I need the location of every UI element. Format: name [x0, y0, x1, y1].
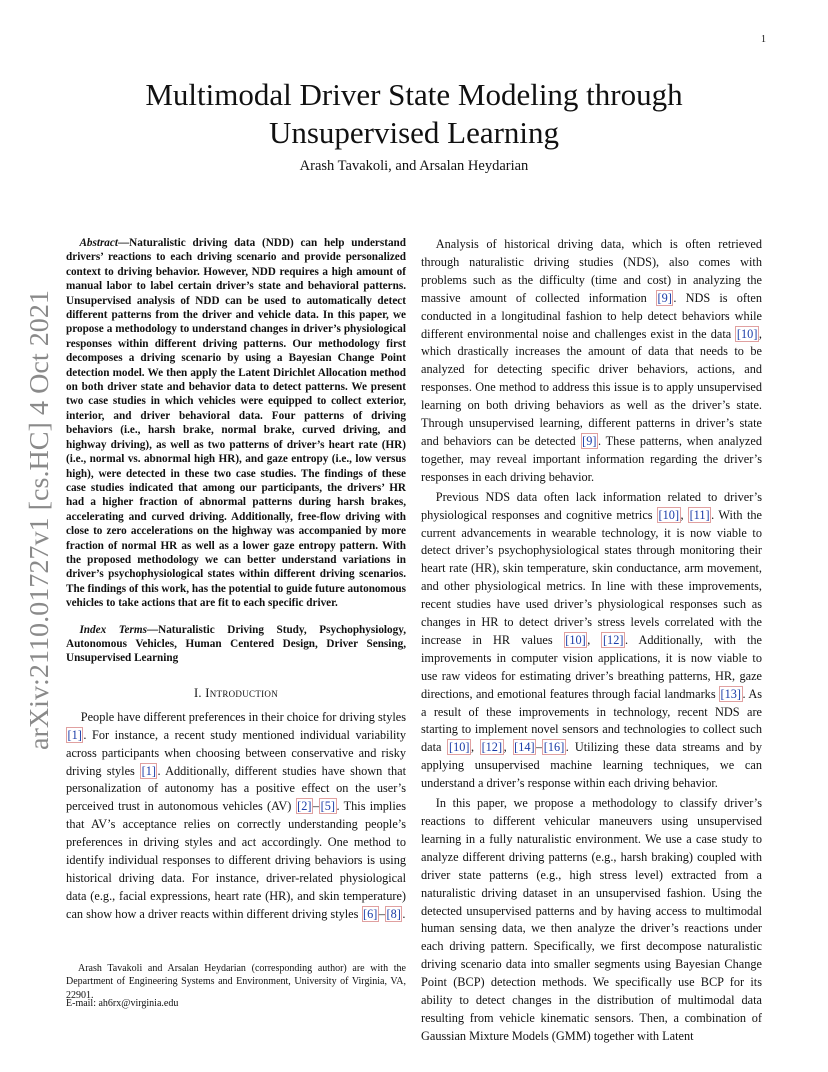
- text-run: –: [313, 799, 320, 814]
- right-column: [421, 236, 762, 1048]
- text-run: . With the current advancements in wearable technology, it is now viable to detect driver’s psychophysiological states through monitoring their heart rate (HR), skin temperature, skin conductance, arm movement, and other physiological metrics. In line with these improvements, recent studies have used driver’s physiological responses such as changes in HR to detect driver’s stress levels correlated with the increase in HR values: [421, 507, 762, 647]
- citation-link[interactable]: [6]: [363, 906, 378, 921]
- citation-link[interactable]: [8]: [386, 906, 401, 921]
- text-run: ,: [587, 632, 602, 647]
- citation-link[interactable]: [1]: [67, 727, 82, 742]
- text-run: . These patterns, when analyzed together, may reveal important information regarding the driver’s responses in each driving behavior.: [421, 433, 762, 484]
- citation-link[interactable]: [9]: [657, 290, 672, 305]
- text-run: ,: [680, 507, 689, 522]
- author-list: Arash Tavakoli, and Arsalan Heydarian: [299, 158, 529, 174]
- citation-link[interactable]: [14]: [514, 740, 535, 755]
- citation-link[interactable]: [10]: [565, 632, 586, 647]
- text-run: , which drastically increases the amount of data that needs to be analyzed for detecting specific driver behaviors, actions, and responses. One method to address this issue is to apply unsupervised learning on both driving behaviors as well as the driver’s state. Through unsupervised learning, different patterns in driver’s state and behaviors can be detected: [421, 326, 762, 448]
- text-run: . Additionally, with the improvements in computer vision applications, it is now viable to use raw videos for estimating driver’s breathing patterns, HR, gaze directions, and emotional features through facial landmarks: [421, 632, 762, 701]
- index-terms: [66, 623, 406, 666]
- body-paragraph-1: [421, 236, 762, 487]
- citation-link[interactable]: [5]: [320, 799, 336, 814]
- citation-link[interactable]: [10]: [448, 740, 470, 755]
- citation-link[interactable]: [12]: [481, 740, 503, 755]
- text-run: . As a result of these improvements in technology, recent NDS are starting to implement novel sensors and technologies to collect such data: [421, 686, 762, 755]
- citation-link[interactable]: [10]: [658, 507, 680, 522]
- contact-email: E-mail: ah6rx@virginia.edu: [66, 998, 179, 1009]
- page-number: 1: [761, 34, 766, 45]
- title-line-2: Unsupervised Learning: [268, 115, 560, 150]
- citation-link[interactable]: [11]: [689, 507, 710, 522]
- body-paragraph-2: [421, 489, 762, 793]
- text-run: . Additionally, different studies have shown that personalization of autonomy has a positive effect on the user’s perceived trust in autonomous vehicles (AV): [66, 763, 407, 814]
- body-paragraph-3: In this paper, we propose a methodology to classify driver’s reactions to different vehicular maneuvers using unsupervised learning in a fully naturalistic environment. We use a case study to analyze different driving patterns (e.g., harsh braking) coupled with driver state patterns (e.g., high stress level) extracted from a naturalistic driving dataset in an unsupervised fashion. Using the detected unsupervised patterns and by having access to multimodal human sensing data, we then analyze the driver’s reactions under each driving pattern. Specifically, we first decompose naturalistic driving scenario data into smaller segments using Bayesian Change Point (BCP) detection methods. We specifically use BCP for its ability to detect changes in the distribution of multimodal data resulting from vehicle kinematic sensors. Then, a combination of Gaussian Mixture Models (GMM) together with Latent: [421, 796, 762, 1043]
- index-terms-text: —Naturalistic Driving Study, Psychophysiology, Autonomous Vehicles, Human Centered Design, Driver Sensing, Unsupervised Learning: [66, 623, 406, 665]
- text-run: –: [536, 740, 543, 755]
- text-run: .: [402, 906, 406, 921]
- text-run: –: [378, 906, 386, 921]
- citation-link[interactable]: [9]: [582, 433, 597, 448]
- citation-link[interactable]: [12]: [602, 632, 624, 647]
- affiliation-footnote: Arash Tavakoli and Arsalan Heydarian (corresponding author) are with the Department of Engineering Systems and Environment, University of Virginia, VA, 22901.: [66, 963, 406, 1001]
- abstract-text: —Naturalistic driving data (NDD) can help understand drivers’ reactions to each driving scenario and provide personalized context to driving behavior. However, NDD requires a high amount of manual labor to label certain driver’s state and behavioral patterns. Unsupervised analysis of NDD can be used to automatically detect different patterns from the driver and vehicle data. In this paper, we propose a methodology to understand changes in driver’s physiological responses within different driving patterns. Our methodology first decomposes a driving scenario by using a Bayesian Change Point detection model. We then apply the Latent Dirichlet Allocation method on both driver state and behavior data to detect patterns. We present two case studies in which vehicles were equipped to collect exterior, interior, and driver behavioral data. Four patterns of driving behaviors (i.e., harsh brake, normal brake, curved driving, and highway driving), as well as two patterns of driver’s heart rate (HR) (i.e., normal vs. abnormal high HR), and gaze entropy (i.e., low versus high), were detected in these two case studies. The findings of these case studies indicated that among our participants, the drivers’ HR had a higher fraction of abnormal patterns during harsh brakes, accelerating and curved driving. Additionally, free-flow driving with close to zero accelerations on the highway was accompanied by more fraction of normal HR as well as a lower gaze entropy pattern. With the proposed methodology we can better understand variations in driver’s psychophysiological states within different driving scenarios. The findings of this work, has the potential to guide future autonomous vehicles to take actions that are fit to each specific driver.: [66, 237, 406, 610]
- arxiv-stamp: [2, 290, 70, 750]
- intro-paragraph: [66, 709, 406, 924]
- text-run: . This implies that AV’s acceptance relies on correctly understanding people’s preferences in driving styles and act accordingly. One method to identify individual responses to different driving behaviors is using historical driving data. For instance, driver-related physiological data (e.g., facial expressions, heart rate (HR), and skin temperature) can show how a driver reacts within different driving styles: [66, 799, 406, 921]
- paper-title: [60, 76, 768, 152]
- section-heading: I. Introduction: [193, 685, 279, 700]
- citation-link[interactable]: [10]: [736, 326, 758, 341]
- abstract-label: Abstract: [79, 237, 118, 249]
- abstract: [66, 236, 406, 611]
- arxiv-stamp-text: arXiv:2110.01727v1 [cs.HC] 4 Oct 2021: [23, 300, 54, 750]
- text-run: . For instance, a recent study mentioned individual variability across participants when choosing between conservative and risky driving styles: [66, 727, 406, 778]
- text-run: People have different preferences in their choice for driving styles: [80, 709, 406, 724]
- text-run: Analysis of historical driving data, which is often retrieved through naturalistic driving studies (NDS), also comes with problems such as the difficulty (time and cost) in analyzing the massive amount of collected information: [421, 237, 762, 305]
- citation-link[interactable]: [1]: [141, 763, 156, 778]
- text-run: Previous NDS data often lack information related to driver’s physiological responses and cognitive metrics: [421, 489, 762, 522]
- citation-link[interactable]: [13]: [720, 686, 742, 701]
- text-run: ,: [470, 740, 481, 755]
- citation-link[interactable]: [2]: [297, 799, 312, 814]
- title-line-1: Multimodal Driver State Modeling through: [145, 77, 683, 112]
- text-run: ,: [503, 740, 513, 755]
- text-run: . Utilizing these data streams and by applying unsupervised machine learning techniques, we can understand a driver’s response within each driving behavior.: [421, 740, 762, 791]
- left-column: [66, 236, 406, 924]
- index-terms-label: Index Terms: [79, 623, 147, 636]
- citation-link[interactable]: [16]: [543, 740, 565, 755]
- text-run: . NDS is often conducted in a longitudinal fashion to help detect behaviors while different environmental noise and challenges exist in the data: [421, 290, 762, 341]
